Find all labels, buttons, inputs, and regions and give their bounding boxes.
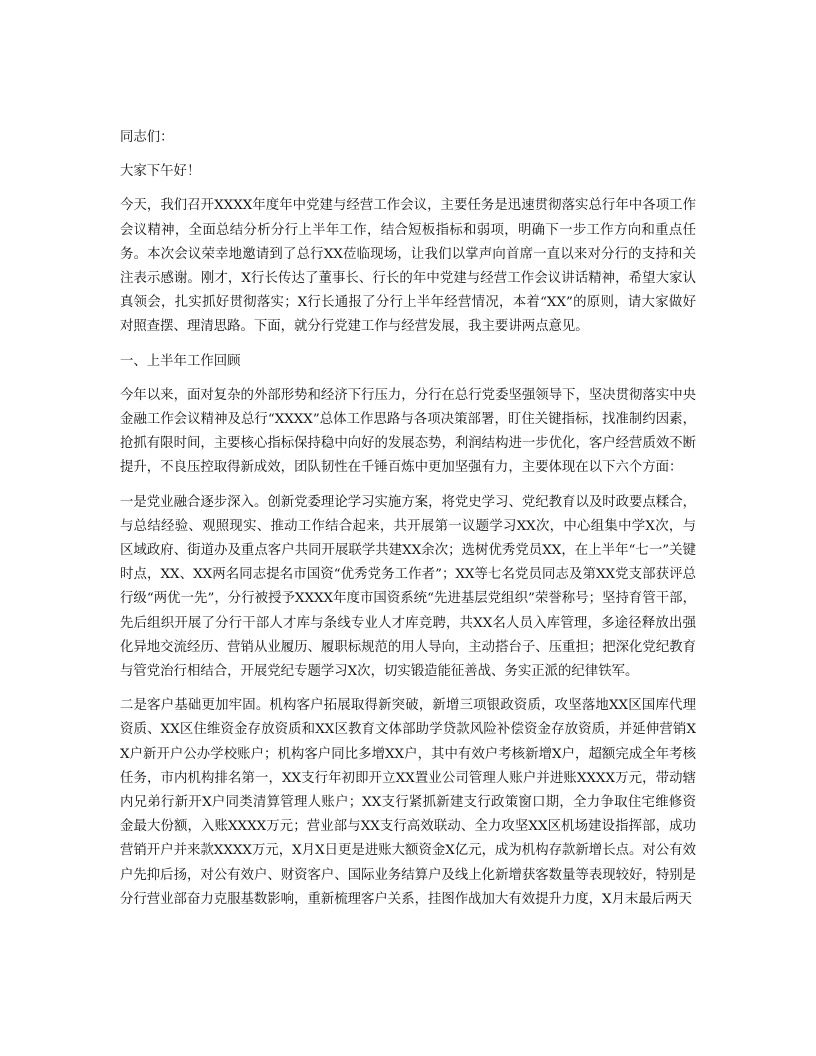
point-party-integration: 一是党业融合逐步深入。创新党委理论学习实施方案，将党史学习、党纪教育以及时政要点糅合，与总结经验、观照现实、推动工作结合起来，共开展第一议题学习XX次，中心组集中学X次，与区域政府、街道办及重点客户共同开展联学共建XX余次；选树优秀党员XX，在上半年“七一”关键时点，XX、XX两名同志提名市国资“优秀党务工作者”；XX等七名党员同志及第XX党支部获评总行级“两优一先”，分行被授予XXXX年度市国资系统“先进基层党组织”荣誉称号；坚持育管干部，先后组织开展了分行干部人才库与条线专业人才库竞聘，共XX名人员入库管理，多途径释放出强化异地交流经历、营销从业履历、履职标规范的用人导向，主动搭台子、压重担；把深化党纪教育与管党治行相结合，开展党纪专题学习X次，切实锻造能征善战、务实正派的纪律铁军。	[120, 494, 696, 680]
salutation: 同志们：	[120, 130, 174, 145]
intro-paragraph: 今天，我们召开XXXX年度年中党建与经营工作会议，主要任务是迅速贯彻落实总行年中各项工作会议精神，全面总结分析分行上半年工作，结合短板指标和弱项，明确下一步工作方向和重点任务。本次会议荣幸地邀请到了总行XX莅临现场，让我们以掌声向首席一直以来对分行的支持和关注表示感谢。刚才，X行长传达了董事长、行长的年中党建与经营工作会议讲话精神，希望大家认真领会，扎实抓好贯彻落实；X行长通报了分行上半年经营情况，本着“XX”的原则，请大家做好对照查摆、理清思路。下面，就分行党建工作与经营发展，我主要讲两点意见。	[120, 198, 696, 335]
section-heading: 一、上半年工作回顾	[120, 353, 241, 369]
greeting: 大家下午好！	[120, 164, 201, 180]
point-customer-base: 二是客户基础更加牢固。机构客户拓展取得新突破，新增三项银政资质，攻坚落地XX区国库代理资质、XX区住维资金存放资质和XX区教育文体部助学贷款风险补偿资金存放资质，并延伸营销XX户新开户公办学校账户；机构客户同比多增XX户，其中有效户考核新增X户，超额完成全年考核任务，市内机构排名第一，XX支行年初即开立XX置业公司管理人账户并进账XXXX万元，带动辖内兄弟行新开X户同类清算管理人账户；XX支行紧抓新建支行政策窗口期，全力争取住宅维修资金最大份额，入账XXXX万元；营业部与XX支行高效联动、全力攻坚XX区机场建设指挥部，成功营销开户并来款XXXX万元，X月X日更是进账大额资金X亿元，成为机构存款新增长点。对公有效户先抑后扬，对公有效户、财资客户、国际业务结算户及线上化新增获客数量等表现较好，特别是分行营业部奋力克服基数影响，重新梳理客户关系，挂图作战加大有效提升力度，X月末最后两天	[120, 698, 696, 907]
document-page	[120, 126, 696, 922]
section-intro-paragraph: 今年以来，面对复杂的外部形势和经济下行压力，分行在总行党委坚强领导下，坚决贯彻落实中央金融工作会议精神及总行“XXXX”总体工作思路与各项决策部署，盯住关键指标，找准制约因素，抢抓有限时间，主要核心指标保持稳中向好的发展态势，利润结构进一步优化，客户经营质效不断提升，不良压控取得新成效，团队韧性在千锤百炼中更加坚强有力，主要体现在以下六个方面：	[120, 387, 696, 476]
